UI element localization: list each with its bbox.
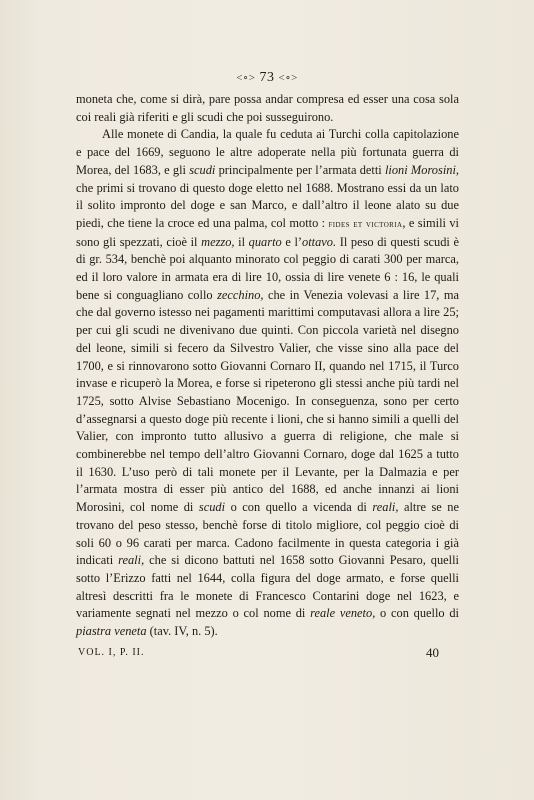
page-header xyxy=(0,70,534,86)
italic-text: quarto xyxy=(248,234,282,249)
text-run: o con quello a vicenda di xyxy=(225,500,373,515)
text-run: , e simili vi sono gli spezzati, cioè il xyxy=(76,215,459,249)
text-run: che si dicono battuti nel 1658 sotto Giovanni Pesaro, quelli sotto l’Erizzo fatti nel 1644, colla figura del doge armato, e forse quelli altresì descritti fra le monete di Francesco Contarini doge nel 1623, e variamente segnati nel mezzo o col nome di xyxy=(76,553,459,621)
italic-text: piastra veneta xyxy=(76,624,147,639)
paragraph xyxy=(76,126,459,640)
text-run: principalmente per l’armata detti xyxy=(215,162,385,177)
ornament-left-icon: <∘> xyxy=(236,72,256,84)
italic-text: zecchino, xyxy=(217,287,264,302)
text-run: altre se ne trovano del peso stesso, benchè forse di titolo migliore, col peggio cioè di soli 60 o 96 carati per marca. Cadono facilmente in questa categoria i già indicati xyxy=(76,500,460,568)
italic-text: scudi xyxy=(189,162,216,177)
ornament-right-icon: <∘> xyxy=(278,72,298,84)
paragraph xyxy=(76,91,459,126)
text-run: moneta che, come si dirà, pare possa andar compresa ed esser una cosa sola coi reali già riferiti e gli scudi che poi susseguirono. xyxy=(76,92,459,124)
italic-text: reale veneto, xyxy=(310,606,376,621)
text-run: il xyxy=(234,234,249,249)
text-run: che primi si trovano di questo doge eletto nel 1688. Mostrano essi da un lato il solito impronto del doge e san Marco, e dall’altro il leone alato su due piedi, che tiene la croce ed una palma, col motto : xyxy=(76,180,459,230)
text-run: (tav. IV, n. 5). xyxy=(146,624,218,639)
page-number: 73 xyxy=(259,70,275,85)
gathering-number: 40 xyxy=(426,645,439,660)
italic-text: reali, xyxy=(118,553,145,568)
signature-mark: VOL. I, P. II. xyxy=(78,647,145,658)
text-run: Il peso di questi scudi è di gr. 534, benchè poi alquanto minorato col peggio di carati 300 per marca, ed il loro valore in armata era di lire 10, ossia di lire venete 6 : 16, le quali bene si conguagliano collo xyxy=(76,234,459,302)
text-run: Alle monete di Candia, la quale fu ceduta ai Turchi colla capitolazione e pace del 1669, seguono le altre adoperate nella più fortunata guerra di Morea, del 1683, e gli xyxy=(76,127,459,177)
text-run: che in Venezia volevasi a lire 17, ma che dal governo istesso nei pagamenti marittimi computavasi allora a lire 25; per cui gli scudi ne divenivano due quinti. Con piccola varietà nel disegno del leone, simili si fecero da Silvestro Valier, che visse sino alla pace del 1700, e si rinnovarono sotto Giovanni Cornaro II, quando nel 1715, il Turco invase e ricuperò la Morea, e forse si ripeterono gli stessi anche più tardi nel 1725, sotto Alvise Sebastiano Mocenigo. In conseguenza, sono per certo d’assegnarsi a questo doge più recente i lioni, che si hanno simili a quelli del Valier, con impronto tutto allusivo a guerra di religione, che male si combinerebbe nel tempo dell’altro Giovanni Cornaro, doge dal 1625 a tutto il 1630. L’uso però di tali monete per il Levante, per la Dalmazia e per l’armata mostra di esser più antico del 1688, ed anche innanzi ai lioni Morosini, col nome di xyxy=(76,287,460,515)
italic-text: mezzo, xyxy=(201,234,235,249)
italic-text: reali, xyxy=(372,500,399,515)
italic-text: lioni Morosini, xyxy=(384,162,459,177)
italic-text: scudi xyxy=(198,500,226,515)
text-run: e l’ xyxy=(281,234,303,249)
italic-text: ottavo. xyxy=(302,234,337,249)
motto-text: fides et victoria xyxy=(328,218,403,230)
text-run: o con quello di xyxy=(375,606,459,621)
body-text xyxy=(76,91,459,641)
